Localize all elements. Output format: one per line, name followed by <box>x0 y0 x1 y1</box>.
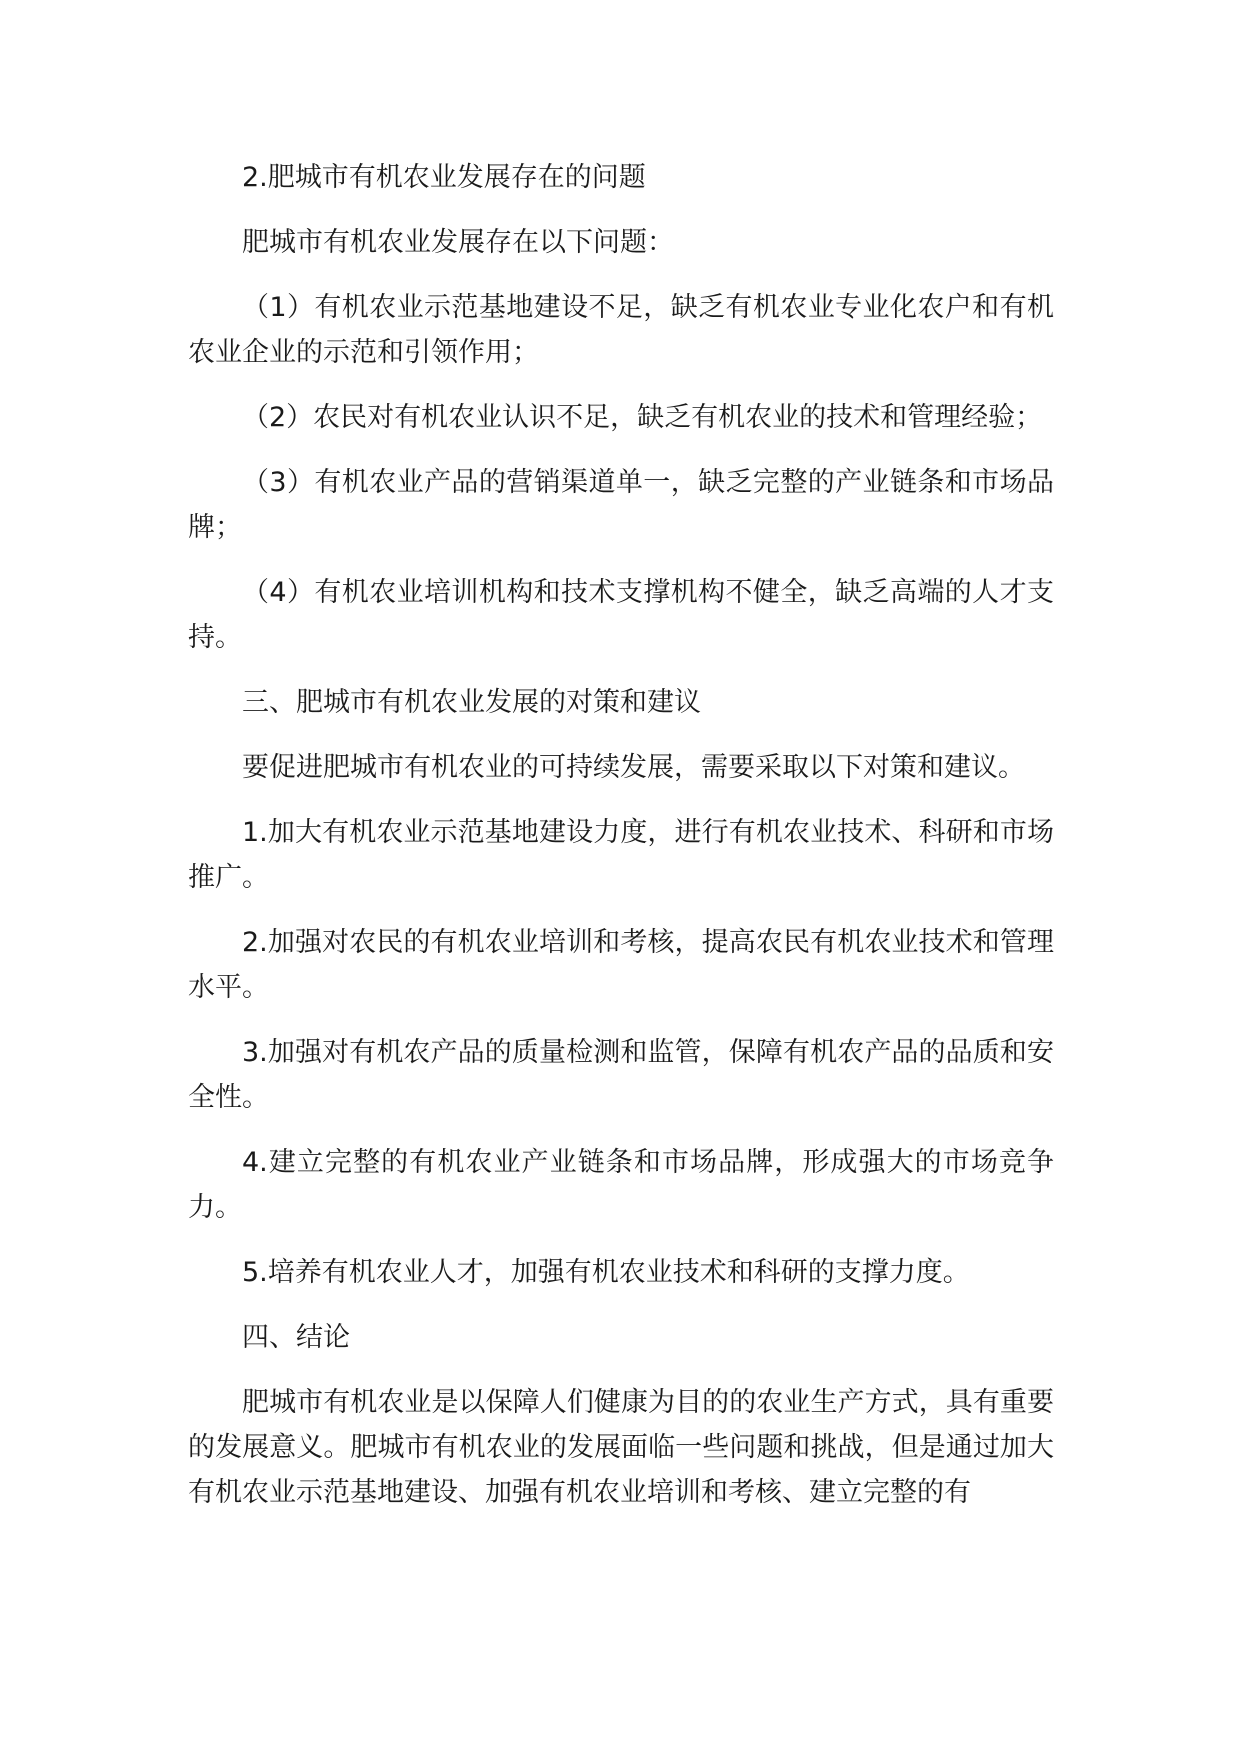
section-heading: 四、结论 <box>242 1322 350 1353</box>
document-body <box>188 155 1054 1535</box>
list-item-suggestion: 5.培养有机农业人才，加强有机农业技术和科研的支撑力度。 <box>242 1257 970 1288</box>
paragraph: 要促进肥城市有机农业的可持续发展，需要采取以下对策和建议。 <box>242 752 1025 783</box>
list-item-suggestion: 1.加大有机农业示范基地建设力度，进行有机农业技术、科研和市场推广。 <box>188 817 1054 893</box>
list-item-suggestion: 4.建立完整的有机农业产业链条和市场品牌，形成强大的市场竞争力。 <box>188 1147 1054 1223</box>
list-item-problem: （3）有机农业产品的营销渠道单一，缺乏完整的产业链条和市场品牌； <box>188 467 1054 543</box>
list-item-problem: （1）有机农业示范基地建设不足，缺乏有机农业专业化农户和有机农业企业的示范和引领作用； <box>188 292 1054 368</box>
list-item-suggestion: 2.加强对农民的有机农业培训和考核，提高农民有机农业技术和管理水平。 <box>188 927 1054 1003</box>
list-item-suggestion: 3.加强对有机农产品的质量检测和监管，保障有机农产品的品质和安全性。 <box>188 1037 1054 1113</box>
paragraph: 肥城市有机农业是以保障人们健康为目的的农业生产方式，具有重要的发展意义。肥城市有机农业的发展面临一些问题和挑战，但是通过加大有机农业示范基地建设、加强有机农业培训和考核、建立完整的有 <box>188 1387 1054 1508</box>
list-item-problem: （4）有机农业培训机构和技术支撑机构不健全，缺乏高端的人才支持。 <box>188 577 1054 653</box>
subsection-heading: 2.肥城市有机农业发展存在的问题 <box>242 162 646 193</box>
list-item-problem: （2）农民对有机农业认识不足，缺乏有机农业的技术和管理经验； <box>242 402 1043 433</box>
paragraph: 肥城市有机农业发展存在以下问题： <box>242 227 674 258</box>
section-heading: 三、肥城市有机农业发展的对策和建议 <box>242 687 701 718</box>
